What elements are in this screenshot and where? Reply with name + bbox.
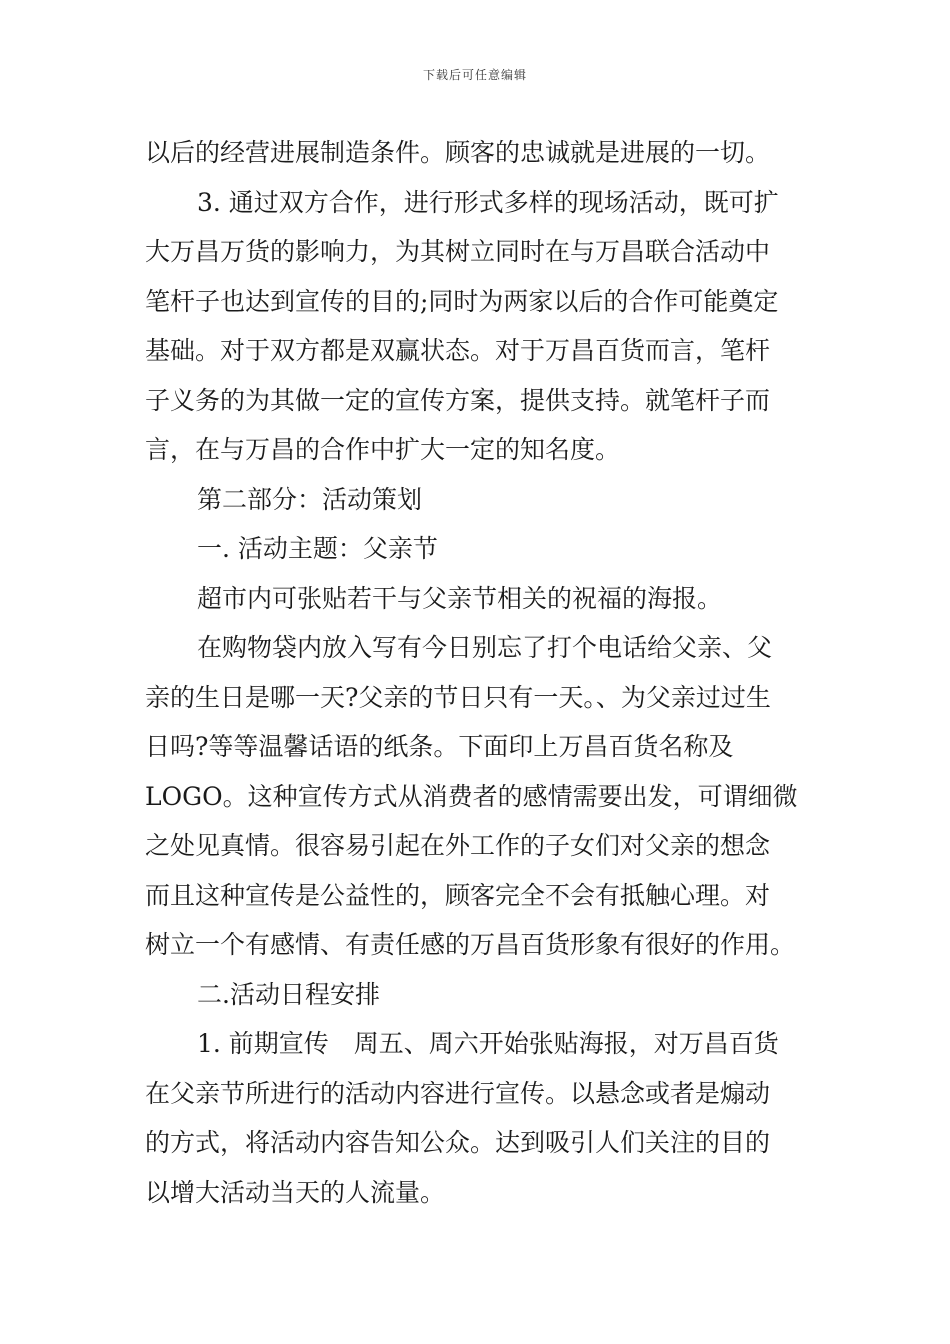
text-line: 基础。对于双方都是双赢状态。对于万昌百货而言，笔杆	[145, 336, 771, 365]
text-line: 大万昌万货的影响力，为其树立同时在与万昌联合活动中	[145, 237, 771, 266]
text-line: 在购物袋内放入写有今日别忘了打个电话给父亲、父	[197, 633, 773, 662]
subsection-heading: 一. 活动主题：父亲节	[197, 534, 438, 563]
page-header-note: 下载后可任意编辑	[422, 68, 527, 82]
text-line: 之处见真情。很容易引起在外工作的子女们对父亲的想念	[145, 831, 771, 860]
text-line: 1. 前期宣传 周五、周六开始张贴海报，对万昌百货	[197, 1029, 779, 1058]
text-line: 3. 通过双方合作，进行形式多样的现场活动，既可扩	[197, 187, 779, 217]
text-line: 以后的经营进展制造条件。顾客的忠诚就是进展的一切。	[145, 138, 771, 167]
text-line: 在父亲节所进行的活动内容进行宣传。以悬念或者是煽动	[145, 1078, 771, 1108]
text-line: 亲的生日是哪一天?父亲的节日只有一天。、为父亲过过生	[145, 682, 771, 712]
text-line: 超市内可张贴若干与父亲节相关的祝福的海报。	[197, 583, 723, 613]
text-line: 以增大活动当天的人流量。	[145, 1177, 446, 1207]
section-heading: 第二部分：活动策划	[197, 484, 423, 514]
text-line: 而且这种宣传是公益性的，顾客完全不会有抵触心理。对	[145, 880, 771, 910]
subsection-heading: 二.活动日程安排	[197, 979, 380, 1009]
text-line: 子义务的为其做一定的宣传方案，提供支持。就笔杆子而	[145, 385, 771, 415]
text-line: 树立一个有感情、有责任感的万昌百货形象有很好的作用。	[145, 930, 796, 959]
text-line: 日吗?等等温馨话语的纸条。下面印上万昌百货名称及	[145, 732, 734, 761]
document-body	[145, 128, 810, 1217]
text-line: 的方式，将活动内容告知公众。达到吸引人们关注的目的	[145, 1128, 771, 1157]
text-line: 言，在与万昌的合作中扩大一定的知名度。	[145, 435, 621, 464]
text-line: 笔杆子也达到宣传的目的;同时为两家以后的合作可能奠定	[145, 286, 779, 316]
text-line: LOGO。这种宣传方式从消费者的感情需要出发，可谓细微	[145, 781, 798, 811]
